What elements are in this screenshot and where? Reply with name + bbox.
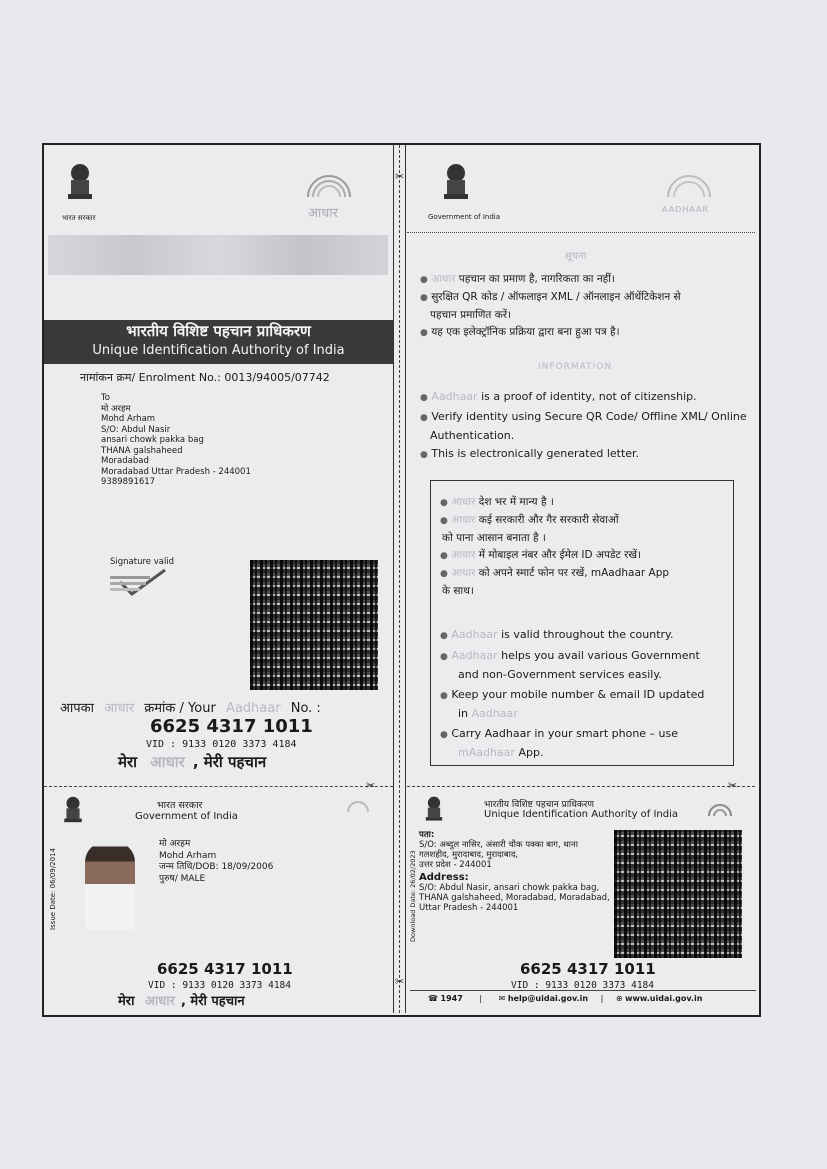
scissors-icon: ✂ (728, 779, 738, 792)
list-item-text: देश भर में मान्य है । (478, 496, 554, 508)
national-emblem-icon (62, 796, 84, 828)
tagline-part: , मेरी पहचान (180, 994, 245, 1009)
globe-icon: ⊕ (615, 994, 623, 1003)
list-item: ● आधार कई सरकारी और गैर सरकारी सेवाओं (440, 514, 619, 526)
address-line: To (101, 393, 110, 403)
website: www.uidai.gov.in (625, 994, 703, 1003)
faint-aadhaar-hi: आधार (431, 273, 456, 285)
help-email: help@uidai.gov.in (507, 994, 589, 1003)
signature-label: Signature valid (110, 557, 175, 567)
tagline-part: मेरा (118, 994, 135, 1009)
address-line: THANA galshaheed, Moradabad, Moradabad, (419, 893, 610, 903)
scissors-icon: ✂ (395, 170, 405, 183)
recipient-address (101, 393, 251, 488)
authority-hindi: भारतीय विशिष्ट पहचान प्राधिकरण (126, 322, 311, 340)
address-label: Address: (419, 872, 469, 883)
national-emblem-icon (65, 163, 95, 207)
aadhaar-number: 6625 4317 1011 (520, 960, 656, 978)
footer-separator: | (479, 994, 483, 1003)
emblem-caption: Government of India (428, 213, 501, 221)
faint-aadhaar-hi: आधार (150, 753, 185, 771)
address-line: गलशहीद, मुरादाबाद, मुरादाबाद, (419, 850, 519, 860)
label-part: No. : (290, 701, 321, 716)
address-line: S/O: Abdul Nasir (101, 424, 171, 435)
faint-aadhaar-hi: आधार (451, 514, 476, 526)
phone-number: 1947 (440, 994, 463, 1003)
faint-aadhaar-hi: आधार (145, 994, 175, 1009)
list-item-text: यह एक इलेक्ट्रॉनिक प्रक्रिया द्वारा बना हुआ पत्र है। (431, 326, 620, 338)
qr-code (250, 560, 378, 690)
list-item: ● आधार पहचान का प्रमाण है, नागरिकता का नहीं। (420, 273, 615, 285)
holder-dob: जन्म तिथि/DOB: 18/09/2006 (159, 862, 274, 872)
hindi-info-list (420, 271, 681, 342)
label-part: आपका (60, 701, 95, 716)
vid-number: VID : 9133 0120 3373 4184 (146, 739, 297, 750)
holder-name-hi: मो अरहम (159, 839, 191, 849)
tagline (118, 991, 245, 1009)
faint-aadhaar-en: Aadhaar (225, 701, 281, 716)
address-line: ansari chowk pakka bag (101, 435, 204, 445)
address-line: उत्तर प्रदेश - 244001 (419, 860, 492, 870)
mail-icon: ✉ (498, 994, 506, 1003)
aadhaar-number: 6625 4317 1011 (157, 960, 293, 978)
address-line: S/O: Abdul Nasir, ansari chowk pakka bag, (419, 883, 600, 893)
label-part: क्रमांक / Your (144, 701, 216, 716)
aadhaar-logo-text: आधार (308, 206, 338, 221)
faint-aadhaar-hi: आधार (451, 567, 476, 579)
faint-aadhaar-en: Aadhaar (451, 628, 498, 641)
list-item-text: Verify identity using Secure QR Code/ Offline XML/ Online (431, 409, 747, 423)
cut-line (399, 145, 400, 1013)
list-item-text: को पाना आसान बनाता है । (442, 532, 546, 544)
authority-banner (44, 320, 393, 364)
list-item: ● आधार देश भर में मान्य है । (440, 496, 554, 508)
faint-aadhaar-en: Aadhaar (431, 390, 478, 403)
vid-number: VID : 9133 0120 3373 4184 (511, 980, 654, 991)
list-item: ● यह एक इलेक्ट्रॉनिक प्रक्रिया द्वारा बना हुआ पत्र है। (420, 326, 620, 338)
faint-aadhaar-en: Aadhaar (451, 649, 498, 662)
list-item: ● Aadhaar helps you avail various Government (440, 649, 700, 662)
aadhaar-number: 6625 4317 1011 (150, 716, 313, 737)
aadhaar-logo-text: AADHAAR (662, 205, 710, 214)
address-line: Uttar Pradesh - 244001 (419, 903, 519, 913)
box-hindi-list (440, 494, 669, 600)
authority-hindi: भारतीय विशिष्ट पहचान प्राधिकरण (484, 800, 594, 810)
list-item: ● Aadhaar is valid throughout the country. (440, 628, 674, 641)
list-item-text: कई सरकारी और गैर सरकारी सेवाओं (478, 514, 619, 526)
scissors-icon: ✂ (395, 975, 405, 988)
list-item-text: App. (518, 746, 544, 759)
cut-line-left-card (44, 786, 393, 787)
faint-maadhaar: mAadhaar (458, 746, 515, 759)
national-emblem-icon (441, 163, 471, 207)
gov-english: Government of India (135, 811, 238, 822)
list-item-text: and non-Government services easily. (458, 668, 662, 681)
address-line: Mohd Arham (101, 414, 156, 424)
list-item-text: is a proof of identity, not of citizenship. (481, 390, 697, 403)
list-item: ● Carry Aadhaar in your smart phone – use (440, 727, 679, 740)
scissors-icon: ✂ (366, 779, 376, 792)
list-item (440, 744, 704, 762)
list-item: ● This is electronically generated letter. (420, 446, 640, 460)
address-line: Moradabad (101, 456, 149, 466)
faint-aadhaar-hi: आधार (451, 496, 476, 508)
list-item-text: पहचान प्रमाणित करें। (430, 309, 512, 321)
list-item-text: in (458, 707, 469, 720)
list-item: ● Keep your mobile number & email ID updated (440, 688, 705, 701)
cut-line-right-card (407, 786, 755, 787)
hologram-strip (48, 235, 388, 275)
list-item: ● सुरक्षित QR कोड / ऑफलाइन XML / ऑनलाइन ऑथेंटिकेशन से (420, 291, 681, 303)
holder-name-en: Mohd Arham (159, 850, 217, 861)
faint-aadhaar-en: Aadhaar (471, 707, 518, 720)
list-item-text: Carry Aadhaar in your smart phone – use (451, 727, 679, 740)
list-item-text: को अपने स्मार्ट फोन पर रखें, mAadhaar App (478, 567, 670, 579)
faint-aadhaar-hi: आधार (104, 701, 135, 716)
address-line: Moradabad Uttar Pradesh - 244001 (101, 466, 251, 477)
list-item: ● Aadhaar is a proof of identity, not of citizenship. (420, 390, 697, 403)
heading-english: INFORMATION (538, 362, 613, 372)
list-item-text: सुरक्षित QR कोड / ऑफलाइन XML / ऑनलाइन ऑथेंटिकेशन से (431, 291, 681, 303)
qr-code (614, 830, 742, 958)
list-item: ● आधार में मोबाइल नंबर और ईमेल ID अपडेट रखें। (440, 549, 642, 561)
holder-photo (85, 842, 135, 930)
fold-line-left (393, 145, 394, 1013)
list-item-text: Keep your mobile number & email ID updated (451, 688, 705, 701)
aadhaar-logo-icon (345, 796, 371, 814)
holder-details (159, 839, 273, 885)
list-item-text: helps you avail various Government (501, 649, 700, 662)
aadhaar-number-label (60, 698, 321, 716)
list-item-text: This is electronically generated letter. (431, 446, 640, 460)
signature-check-icon (110, 568, 180, 596)
footer-divider (410, 990, 756, 991)
authority-english: Unique Identification Authority of India (484, 809, 679, 820)
authority-english: Unique Identification Authority of India (92, 343, 345, 358)
enrolment-number: नामांकन क्रम/ Enrolment No.: 0013/94005/07742 (80, 371, 330, 384)
list-item: ● Verify identity using Secure QR Code/ Offline XML/ Online (420, 409, 747, 423)
list-item-text: Authentication. (430, 429, 515, 442)
address-hindi (419, 830, 578, 870)
separator-top-right (407, 232, 755, 233)
tagline (118, 752, 266, 772)
address-line: 9389891617 (101, 477, 156, 487)
list-item (440, 705, 704, 723)
list-item-text: is valid throughout the country. (501, 628, 674, 641)
list-item-text: पहचान का प्रमाण है, नागरिकता का नहीं। (458, 273, 615, 285)
phone-icon: ☎ (428, 994, 438, 1003)
national-emblem-icon (423, 796, 445, 826)
vid-number: VID : 9133 0120 3373 4184 (148, 980, 291, 991)
aadhaar-logo-icon (706, 800, 734, 822)
faint-aadhaar-hi: आधार (451, 549, 476, 561)
list-item-text: के साथ। (442, 585, 474, 597)
address-line: S/O: अब्दुल नासिर, अंसारी चौक पक्का बाग, थाना (419, 840, 578, 850)
holder-gender: पुरुष/ MALE (159, 873, 206, 884)
address-label: पता: (419, 830, 435, 840)
address-line: THANA galshaheed (101, 445, 183, 456)
list-item-text: में मोबाइल नंबर और ईमेल ID अपडेट रखें। (478, 549, 642, 561)
contact-footer (428, 994, 702, 1003)
issue-date: Issue Date: 06/09/2014 (49, 848, 57, 930)
english-info-list (420, 388, 747, 464)
heading-hindi: सूचना (565, 251, 587, 262)
download-date: Download Date: 26/02/2023 (409, 850, 417, 942)
gov-hindi: भारत सरकार (157, 800, 203, 811)
tagline-part: , मेरी पहचान (192, 753, 267, 771)
address-line: मो अरहम (101, 403, 131, 414)
emblem-caption: भारत सरकार (62, 214, 96, 222)
list-item: ● आधार को अपने स्मार्ट फोन पर रखें, mAadhaar App (440, 567, 670, 579)
tagline-part: मेरा (118, 753, 137, 771)
fold-line-right (405, 145, 406, 1013)
footer-separator: | (600, 994, 604, 1003)
box-english-list (440, 626, 704, 762)
address-english (419, 873, 610, 913)
aadhaar-logo-icon (660, 175, 718, 205)
